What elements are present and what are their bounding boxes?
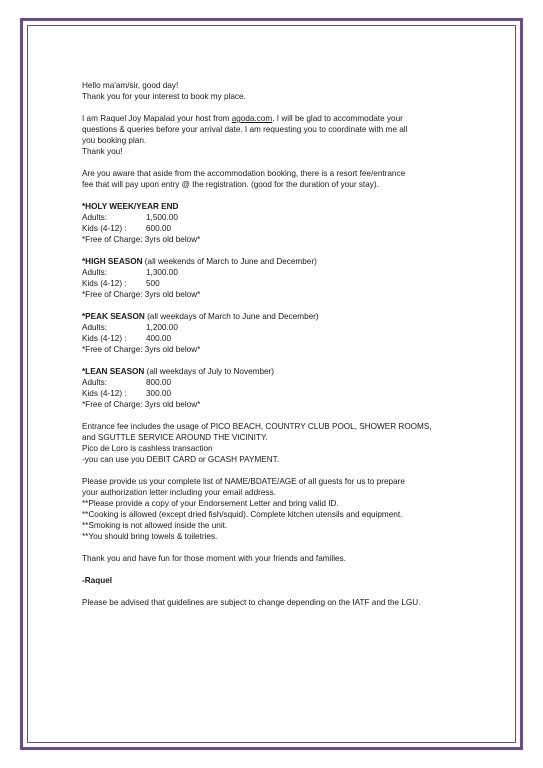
intro-line-2: questions & queries before your arrival date. I am requesting you to coordinate with me all [82,125,408,134]
letter-body [82,80,472,608]
greeting: Hello ma'am/sir, good day! [82,81,179,90]
adults-rate [82,322,472,333]
adults-label: Adults: [82,213,108,222]
kids-value: 500 [146,279,160,288]
adults-rate [82,212,472,223]
rule-smoking: **Smoking is not allowed inside the unit. [82,521,228,530]
agoda-link[interactable]: agoda.com [231,114,273,123]
season-title [82,366,472,377]
kids-value: 400.00 [146,334,172,343]
season-title [82,256,472,267]
season-block-high [82,256,472,300]
adults-value: 800.00 [146,378,172,387]
provide-line-1: Please provide us your complete list of NAME/BDATE/AGE of all guests for us to prepare [82,477,405,486]
entrance-line-1: Entrance fee includes the usage of PICO BEACH, COUNTRY CLUB POOL, SHOWER ROOMS, [82,422,432,431]
season-block-lean [82,366,472,410]
free-of-charge: *Free of Charge: 3yrs old below* [82,235,201,244]
fee-note-line-1: Are you aware that aside from the accommodation booking, there is a resort fee/entrance [82,169,406,178]
rule-endorsement: **Please provide a copy of your Endorsement Letter and bring valid ID. [82,499,339,508]
season-name: *HOLY WEEK/YEAR END [82,202,179,211]
intro-text: I am Raquel Joy Mapalad your host from [82,114,232,123]
adults-label: Adults: [82,268,108,277]
adults-value: 1,500.00 [146,213,178,222]
season-title [82,311,472,322]
kids-label: Kids (4-12) : [82,224,127,233]
season-block-peak [82,311,472,355]
kids-rate [82,223,472,234]
kids-label: Kids (4-12) : [82,279,127,288]
provide-line-2: your authorization letter including your email address. [82,488,276,497]
season-note: (all weekdays of March to June and December) [144,312,319,321]
season-name: *LEAN SEASON [82,367,145,376]
signature: -Raquel [82,576,113,585]
adults-label: Adults: [82,323,108,332]
payment-line: -you can use you DEBIT CARD or GCASH PAYMENT. [82,455,280,464]
kids-label: Kids (4-12) : [82,389,127,398]
season-name: *HIGH SEASON [82,257,143,266]
rule-cooking: **Cooking is allowed (except dried fish/squid). Complete kitchen utensils and equipment. [82,510,403,519]
intro-thanks: Thank you! [82,147,123,156]
kids-label: Kids (4-12) : [82,334,127,343]
kids-rate [82,333,472,344]
intro-text-after: . I will be glad to accommodate your [272,114,403,123]
fee-note-line-2: fee that will pay upon entry @ the registration. (good for the duration of your stay). [82,180,379,189]
free-of-charge: *Free of Charge: 3yrs old below* [82,345,201,354]
thanks-line: Thank you for your interest to book my place. [82,92,246,101]
closing-line: Thank you and have fun for those moment with your friends and families. [82,554,346,563]
intro-line-1 [82,113,472,124]
kids-rate [82,388,472,399]
intro-line-3: you booking plan. [82,136,147,145]
entrance-line-2: and SGUTTLE SERVICE AROUND THE VICINITY. [82,433,268,442]
adults-value: 1,200.00 [146,323,178,332]
season-title [82,201,472,212]
kids-value: 300.00 [146,389,172,398]
season-note: (all weekends of March to June and December) [142,257,317,266]
kids-rate [82,278,472,289]
kids-value: 600.00 [146,224,172,233]
rule-towels: **You should bring towels & toiletries. [82,532,218,541]
free-of-charge: *Free of Charge: 3yrs old below* [82,290,201,299]
adults-value: 1,300.00 [146,268,178,277]
season-note: (all weekdays of July to November) [144,367,275,376]
adults-rate [82,267,472,278]
season-name: *PEAK SEASON [82,312,145,321]
adults-rate [82,377,472,388]
adults-label: Adults: [82,378,108,387]
advisory-line: Please be advised that guidelines are subject to change depending on the IATF and the LGU. [82,598,421,607]
season-block-holy-week [82,201,472,245]
free-of-charge: *Free of Charge: 3yrs old below* [82,400,201,409]
cashless-line: Pico de Loro is cashless transaction [82,444,213,453]
